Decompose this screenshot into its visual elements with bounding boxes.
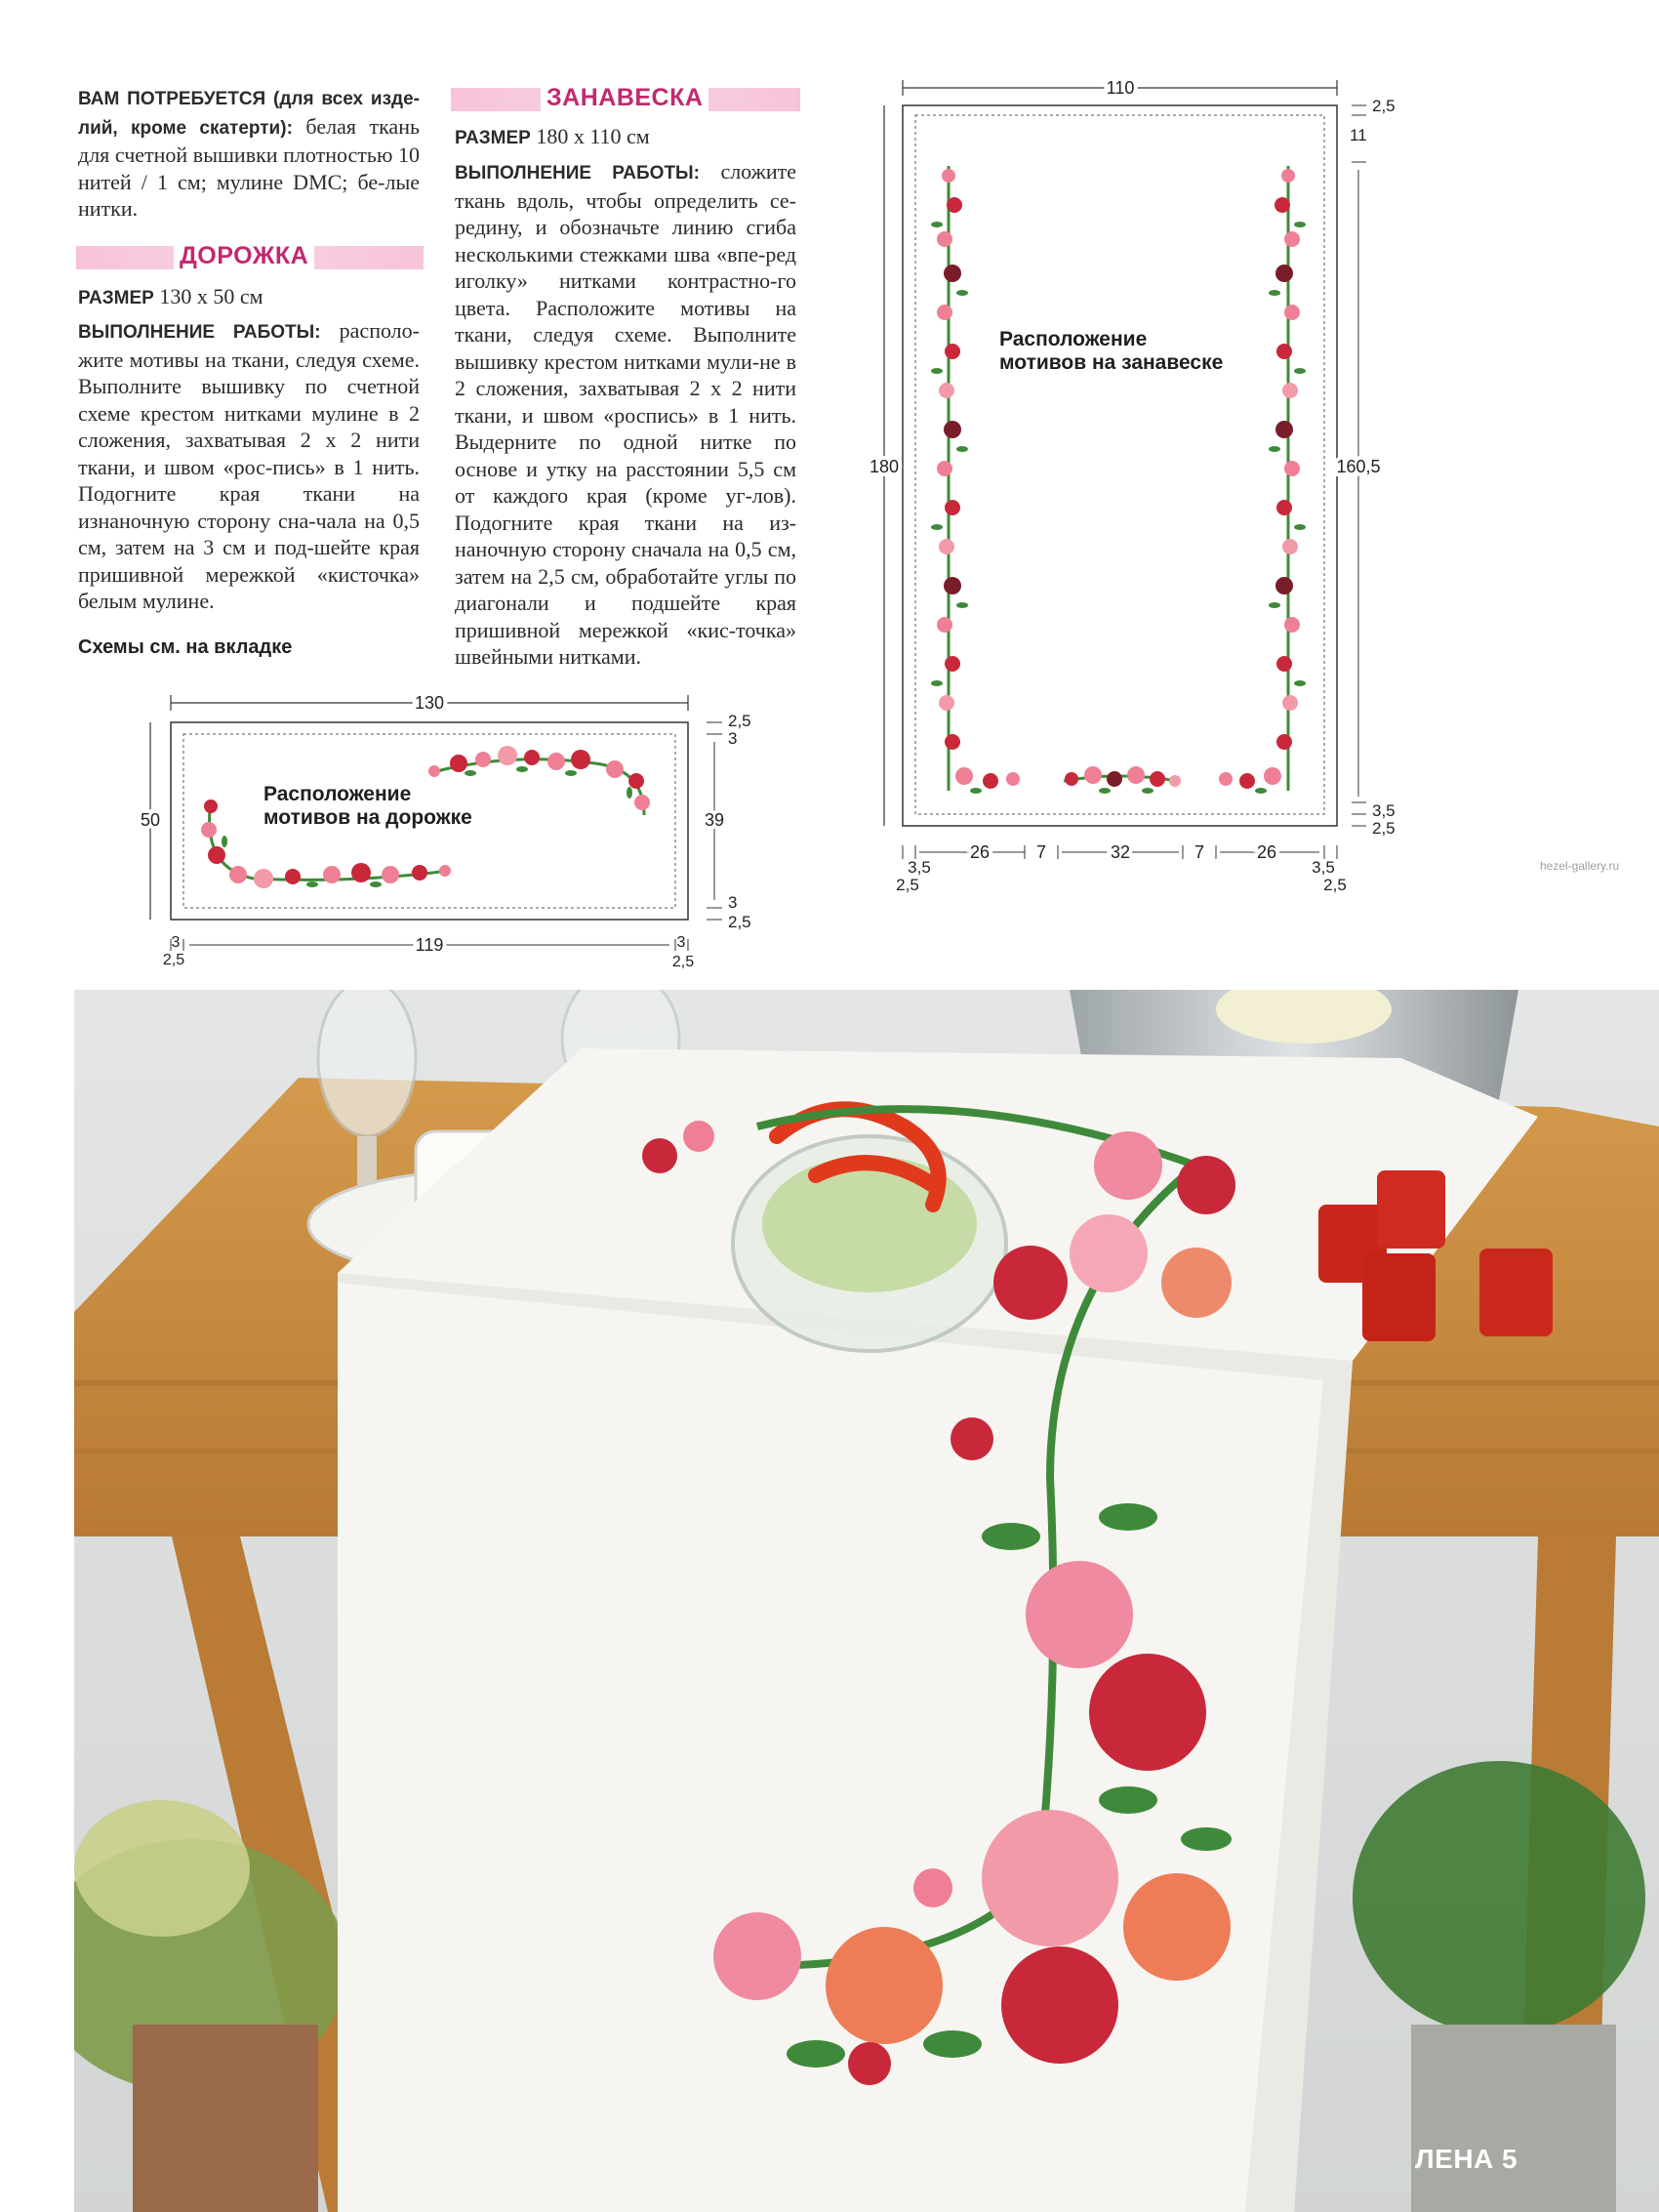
runner-work-bold: ВЫПОЛНЕНИЕ РАБОТЫ: (78, 322, 321, 343)
curtain-dim-top-b: 11 (1350, 126, 1367, 144)
runner-dim-right-a: 3 (676, 934, 686, 951)
runner-dim-height-total: 50 (140, 810, 161, 830)
curtain-dim-left-a: 3,5 (908, 858, 931, 877)
curtain-dim-height-total: 180 (869, 457, 900, 476)
runner-plan-label-line1: Расположение (263, 783, 412, 805)
materials-paragraph (78, 84, 420, 223)
runner-work-text: располо-жите мотивы на ткани, следуя схеме. Выполните вышивку по счетной схеме крестом нитками мулине в 2 сложения, захватывая 2 х 2 нити ткани, и швом «рос-пись» в 1 нить. Подогните края ткани на изнаночную сторону сна-чала на 0,5 см, затем на 3 см и под-шейте края пришивной мережкой «кисточка» белым мулине. (78, 318, 420, 613)
curtain-plan-label-line2: мотивов на занавеске (999, 351, 1224, 374)
curtain-heading-label: ЗАНАВЕСКА (541, 84, 708, 112)
curtain-plan-label-line1: Расположение (999, 328, 1148, 350)
curtain-size-value: 180 х 110 см (536, 124, 650, 148)
curtain-dim-top-a: 2,5 (1372, 97, 1396, 115)
runner-dim-top-a: 2,5 (728, 712, 751, 730)
curtain-dim-right-a: 3,5 (1312, 858, 1335, 877)
curtain-heading (451, 86, 800, 111)
curtain-work-paragraph (455, 158, 796, 671)
curtain-dim-seg-4: 7 (1194, 842, 1205, 862)
runner-heading (76, 244, 424, 269)
curtain-outline (903, 105, 1337, 826)
curtain-motif-center (1064, 766, 1181, 794)
curtain-size (455, 123, 796, 152)
materials-bold: ВАМ ПОТРЕБУЕТСЯ (для всех изде-лий, кроме скатерти): (78, 89, 420, 139)
runner-dim-inner-width: 119 (415, 935, 444, 955)
curtain-garland-right (1219, 166, 1306, 794)
curtain-size-bold: РАЗМЕР (455, 128, 531, 148)
materials-text: белая ткань для счетной вышивки плотностью 10 нитей / 1 см; мулине DMC; бе-лые нитки. (78, 113, 421, 221)
curtain-layout-diagram (859, 68, 1415, 908)
runner-dim-top-b: 3 (728, 729, 738, 748)
runner-plan-label-line2: мотивов на дорожке (263, 806, 472, 829)
page-number: 5 (1502, 2144, 1518, 2174)
runner-dim-width-total: 130 (414, 693, 445, 713)
schemes-note: Схемы см. на вкладке (78, 636, 293, 658)
table-runner-photo (74, 990, 1659, 2212)
curtain-dim-seg-3: 32 (1110, 842, 1131, 862)
curtain-inner-outline (915, 115, 1324, 814)
runner-size (78, 283, 420, 312)
runner-layout-diagram (137, 683, 761, 976)
runner-dim-bottom-b: 2,5 (728, 913, 751, 931)
plant-right (1353, 1761, 1645, 2034)
runner-dim-bottom-a: 3 (728, 893, 738, 912)
curtain-dim-seg-5: 26 (1256, 842, 1277, 862)
curtain-dim-left-b: 2,5 (896, 876, 919, 894)
flower-pot-right (1411, 2025, 1616, 2212)
curtain-dim-inner-height: 160,5 (1336, 457, 1381, 476)
curtain-dim-width-total: 110 (1106, 78, 1135, 98)
curtain-dim-bottom-b: 2,5 (1372, 819, 1396, 838)
curtain-dim-seg-1: 26 (969, 842, 991, 862)
runner-size-value: 130 х 50 см (159, 284, 263, 308)
runner-plan-label (263, 783, 472, 830)
flower-pot-left (133, 2025, 318, 2212)
runner-size-bold: РАЗМЕР (78, 288, 154, 308)
curtain-work-text: сложите ткань вдоль, чтобы определить се-редину, и обозначьте линию сгиба несколькими стежками шва «впе-ред иголку» нитками контрастно-го цвета. Расположите мотивы на ткани, следуя схеме. Выполните вышивку крестом нитками мули-не в 2 сложения, захватывая 2 х 2 нити ткани, и швом «роспись» в 1 нить. Выдерните по одной нитке по основе и утку на расстоянии 5,5 см от каждого края (кроме уг-лов). Подогните края ткани на из-наночную сторону сначала на 0,5 см, затем на 2,5 см, обработайте углы по диагонали и подшейте края пришивной мережкой «кис-точка» швейными нитками. (455, 159, 796, 669)
runner-dim-inner-height: 39 (704, 810, 725, 830)
wine-glass (318, 990, 416, 1136)
watermark: hezel-gallery.ru (1540, 859, 1620, 873)
curtain-plan-label (999, 328, 1223, 375)
runner-dim-right-b: 2,5 (671, 954, 695, 970)
runner-dim-left-b: 2,5 (162, 952, 185, 968)
curtain-garland-left (931, 166, 1020, 794)
curtain-dim-seg-2: 7 (1035, 842, 1047, 862)
magazine-name: ЛЕНА (1415, 2144, 1494, 2174)
runner-work-paragraph (78, 317, 420, 615)
curtain-work-bold: ВЫПОЛНЕНИЕ РАБОТЫ: (455, 163, 700, 184)
page-footer (1415, 2144, 1517, 2175)
curtain-dim-bottom-a: 3,5 (1372, 801, 1396, 820)
runner-dim-left-a: 3 (171, 934, 181, 951)
curtain-dim-right-b: 2,5 (1323, 876, 1347, 894)
runner-heading-label: ДОРОЖКА (174, 242, 314, 270)
